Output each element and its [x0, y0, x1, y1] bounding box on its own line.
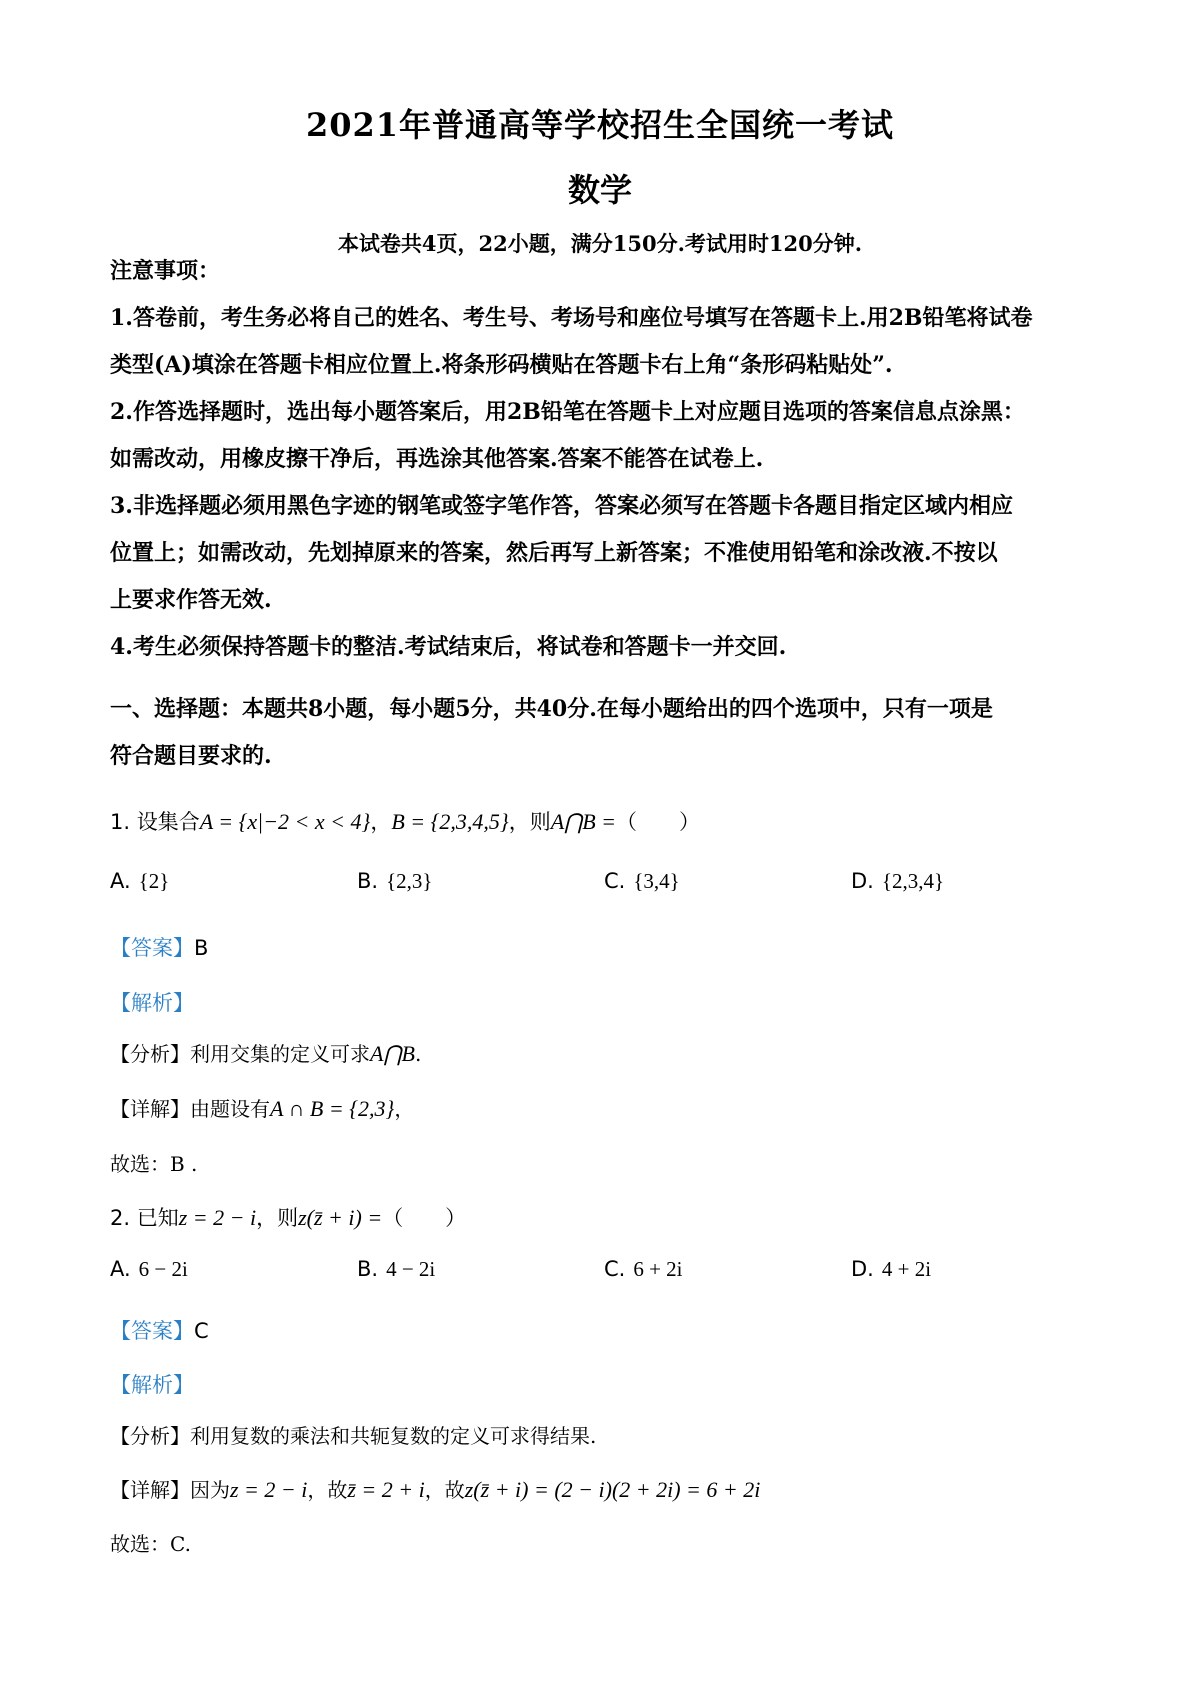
answer-tag: 【答案】 [110, 1319, 194, 1343]
q1-option-b [357, 869, 433, 894]
xiangjie-text: ，故 [424, 1478, 465, 1502]
option-label: C. [604, 1257, 626, 1281]
question-2-stem [110, 1202, 1100, 1232]
q1-answer [110, 932, 1100, 962]
xiangjie-math: z = 2 − i [230, 1477, 308, 1502]
q2-prefix: 2. 已知 [110, 1206, 179, 1230]
analysis-tag: 【解析】 [110, 991, 194, 1015]
q1-analysis-tag [110, 987, 1100, 1017]
answer-value: B [194, 936, 209, 960]
notes-line: 如需改动，用橡皮擦干净后，再选涂其他答案.答案不能答在试卷上. [110, 446, 764, 472]
section-line: 一、选择题：本题共8小题，每小题5分，共40分.在每小题给出的四个选项中，只有一项是 [110, 696, 993, 722]
xiangjie-math: z(z̄ + i) = (2 − i)(2 + 2i) = 6 + 2i [464, 1477, 761, 1502]
q2-answer [110, 1315, 1100, 1345]
notes-line: 1.答卷前，考生务必将自己的姓名、考生号、考场号和座位号填写在答题卡上.用2B铅笔将试卷 [110, 305, 1033, 331]
notes-line: 3.非选择题必须用黑色字迹的钢笔或签字笔作答，答案必须写在答题卡各题目指定区域内相应 [110, 493, 1013, 519]
option-label: B. [357, 869, 379, 893]
fenxi-tag: 【分析】 [110, 1042, 190, 1066]
option-label: D. [851, 869, 874, 893]
notes-line: 2.作答选择题时，选出每小题答案后，用2B铅笔在答题卡上对应题目选项的答案信息点涂黑： [110, 399, 1025, 425]
xiangjie-text: 由题设有 [190, 1097, 270, 1121]
analysis-tag: 【解析】 [110, 1373, 194, 1397]
notes-line: 类型(A)填涂在答题卡相应位置上.将条形码横贴在答题卡右上角“条形码粘贴处”. [110, 352, 893, 378]
option-value: {2,3} [386, 869, 433, 893]
xiangjie-end: ， [394, 1097, 415, 1121]
fenxi-end: . [414, 1042, 422, 1066]
notes-list [110, 295, 1100, 671]
q2-given: z = 2 − i [178, 1205, 257, 1230]
q2-conclusion: 故选：C. [110, 1532, 191, 1556]
q1-expr: A⋂B = [550, 809, 616, 834]
fenxi-text: 利用复数的乘法和共轭复数的定义可求得结果. [190, 1424, 597, 1448]
fenxi-math: A⋂B [370, 1041, 415, 1066]
notes-line: 位置上；如需改动，先划掉原来的答案，然后再写上新答案；不准使用铅笔和涂改液.不按以 [110, 540, 998, 566]
exam-info: 本试卷共4页，22小题，满分150分.考试用时120分钟. [337, 231, 863, 256]
fenxi-tag: 【分析】 [110, 1424, 190, 1448]
q2-expr: z(z̄ + i) = [298, 1205, 383, 1230]
q1-conclusion: 故选：B . [110, 1152, 198, 1176]
q1-fenxi [110, 1038, 1100, 1067]
option-label: A. [110, 869, 131, 893]
option-value: {2,3,4} [881, 869, 945, 893]
q1-set-b: B = {2,3,4,5} [391, 809, 509, 834]
q1-prefix: 1. 设集合 [110, 810, 200, 834]
option-label: A. [110, 1257, 131, 1281]
xiangjie-tag: 【详解】 [110, 1097, 190, 1121]
q1-sep2: ，则 [508, 810, 551, 834]
xiangjie-math: A ∩ B = {2,3} [270, 1096, 395, 1121]
answer-value: C [194, 1319, 209, 1343]
option-value: 6 − 2i [138, 1257, 188, 1281]
xiangjie-text: ，故 [307, 1478, 348, 1502]
q2-sep: ，则 [256, 1206, 299, 1230]
q1-option-d [851, 869, 944, 894]
q2-analysis-tag [110, 1369, 1100, 1399]
section-heading [110, 686, 1100, 780]
answer-tag: 【答案】 [110, 936, 194, 960]
notes-line: 上要求作答无效. [110, 587, 272, 613]
option-label: C. [604, 869, 626, 893]
subject-title: 数学 [567, 171, 632, 209]
xiangjie-tag: 【详解】 [110, 1478, 190, 1502]
option-value: 4 + 2i [881, 1257, 932, 1281]
option-value: {2} [138, 869, 170, 893]
option-label: D. [851, 1257, 874, 1281]
q2-fenxi [110, 1420, 1100, 1449]
option-value: 6 + 2i [633, 1257, 683, 1281]
q2-blank: （ ） [382, 1206, 467, 1230]
q2-option-d [851, 1257, 931, 1282]
option-value: {3,4} [633, 869, 680, 893]
q1-option-a [110, 869, 169, 894]
q1-sep1: ， [370, 810, 392, 834]
section-line: 符合题目要求的. [110, 743, 272, 769]
q1-option-c [604, 869, 680, 894]
q1-xiangjie [110, 1093, 1100, 1122]
question-1-stem [110, 806, 1100, 836]
option-value: 4 − 2i [386, 1257, 436, 1281]
xiangjie-text: 因为 [190, 1478, 230, 1502]
notes-title: 注意事项： [110, 258, 221, 284]
q2-option-a [110, 1257, 188, 1282]
option-label: B. [357, 1257, 379, 1281]
fenxi-text: 利用交集的定义可求 [190, 1042, 370, 1066]
notes-line: 4.考生必须保持答题卡的整洁.考试结束后，将试卷和答题卡一并交回. [110, 634, 787, 660]
q1-set-a: A = {x|−2 < x < 4} [199, 809, 371, 834]
q2-option-b [357, 1257, 435, 1282]
q2-xiangjie [110, 1474, 1100, 1503]
q1-blank: （ ） [616, 810, 700, 834]
xiangjie-math: z̄ = 2 + i [347, 1477, 425, 1502]
page-title: 2021年普通高等学校招生全国统一考试 [305, 106, 895, 144]
q2-option-c [604, 1257, 683, 1282]
